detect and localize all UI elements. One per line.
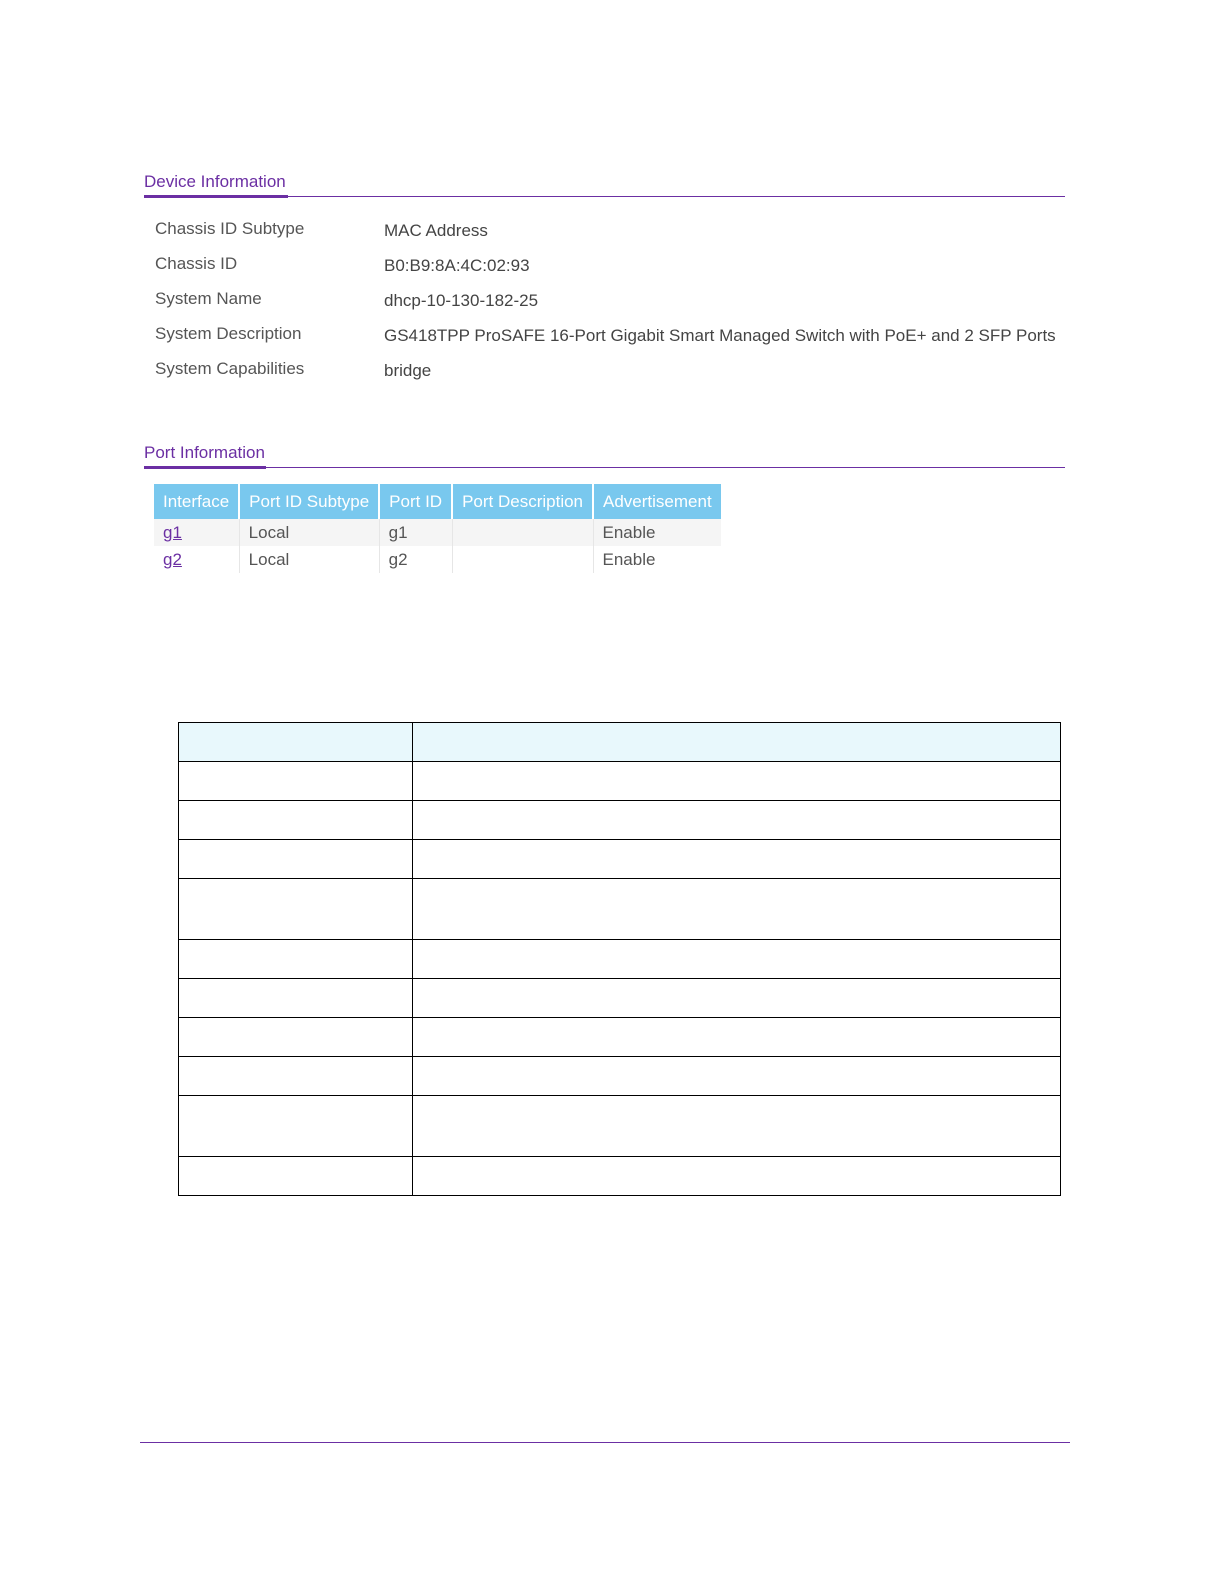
grid-cell: [413, 1018, 1061, 1057]
grid-row: [179, 1157, 1061, 1196]
info-value: MAC Address: [384, 221, 488, 240]
grid-cell: [179, 762, 413, 801]
table-row: [154, 546, 721, 573]
interface-link-g1[interactable]: g1: [163, 522, 182, 542]
grid-cell: [179, 1157, 413, 1196]
grid-cell: [413, 979, 1061, 1018]
grid-row: [179, 1018, 1061, 1057]
grid-cell: [413, 1096, 1061, 1157]
column-header-port-description[interactable]: Port Description: [452, 484, 593, 519]
grid-row: [179, 1096, 1061, 1157]
table-row: [154, 519, 721, 546]
grid-cell: [179, 1018, 413, 1057]
port-information-title: Port Information: [144, 443, 265, 462]
port-description-cell: [452, 519, 593, 546]
grid-header-row: [179, 723, 1061, 762]
grid-row: [179, 879, 1061, 940]
footer-divider: [140, 1442, 1070, 1443]
port-id-subtype-cell: Local: [239, 519, 379, 546]
grid-row: [179, 762, 1061, 801]
grid-cell: [413, 940, 1061, 979]
port-id-subtype-cell: Local: [239, 546, 379, 573]
grid-cell: [179, 879, 413, 940]
port-information-table: [154, 484, 721, 573]
device-information-section: [144, 172, 1065, 380]
device-information-title: Device Information: [144, 172, 286, 191]
info-value: dhcp-10-130-182-25: [384, 291, 539, 310]
grid-row: [179, 940, 1061, 979]
port-id-cell: g2: [379, 546, 452, 573]
grid-cell: [179, 979, 413, 1018]
column-header-advertisement[interactable]: Advertisement: [593, 484, 721, 519]
grid-header-cell: [179, 723, 413, 762]
empty-field-table: [178, 722, 1061, 1196]
info-label: Chassis ID Subtype: [155, 219, 305, 238]
column-header-port-id-subtype[interactable]: Port ID Subtype: [239, 484, 379, 519]
grid-row: [179, 979, 1061, 1018]
info-value: bridge: [384, 361, 432, 380]
info-label: System Capabilities: [155, 359, 305, 378]
port-information-title-underline: [144, 466, 266, 469]
device-information-header: [144, 174, 1065, 197]
grid-row: [179, 840, 1061, 879]
grid-cell: [179, 1096, 413, 1157]
grid-cell: [413, 1057, 1061, 1096]
grid-cell: [179, 1057, 413, 1096]
interface-cell: [154, 546, 239, 573]
grid-cell: [413, 879, 1061, 940]
column-header-interface[interactable]: Interface: [154, 484, 239, 519]
grid-cell: [413, 762, 1061, 801]
interface-link-g2[interactable]: g2: [163, 549, 182, 569]
column-header-port-id[interactable]: Port ID: [379, 484, 452, 519]
port-description-cell: [452, 546, 593, 573]
port-id-cell: g1: [379, 519, 452, 546]
grid-row: [179, 801, 1061, 840]
device-information-title-underline: [144, 195, 288, 198]
port-information-header: [144, 445, 1065, 468]
interface-cell: [154, 519, 239, 546]
info-value: B0:B9:8A:4C:02:93: [384, 256, 530, 275]
advertisement-cell: Enable: [593, 546, 721, 573]
grid-cell: [179, 801, 413, 840]
grid-cell: [413, 1157, 1061, 1196]
advertisement-cell: Enable: [593, 519, 721, 546]
port-information-section: [144, 443, 1065, 569]
info-label: System Name: [155, 289, 262, 308]
grid-cell: [179, 940, 413, 979]
grid-cell: [179, 840, 413, 879]
grid-cell: [413, 840, 1061, 879]
port-table-header-row: [154, 484, 721, 519]
grid-header-cell: [413, 723, 1061, 762]
grid-cell: [413, 801, 1061, 840]
info-label: Chassis ID: [155, 254, 238, 273]
info-label: System Description: [155, 324, 302, 343]
info-value: GS418TPP ProSAFE 16-Port Gigabit Smart Managed Switch with PoE+ and 2 SFP Ports: [384, 326, 1056, 345]
grid-row: [179, 1057, 1061, 1096]
